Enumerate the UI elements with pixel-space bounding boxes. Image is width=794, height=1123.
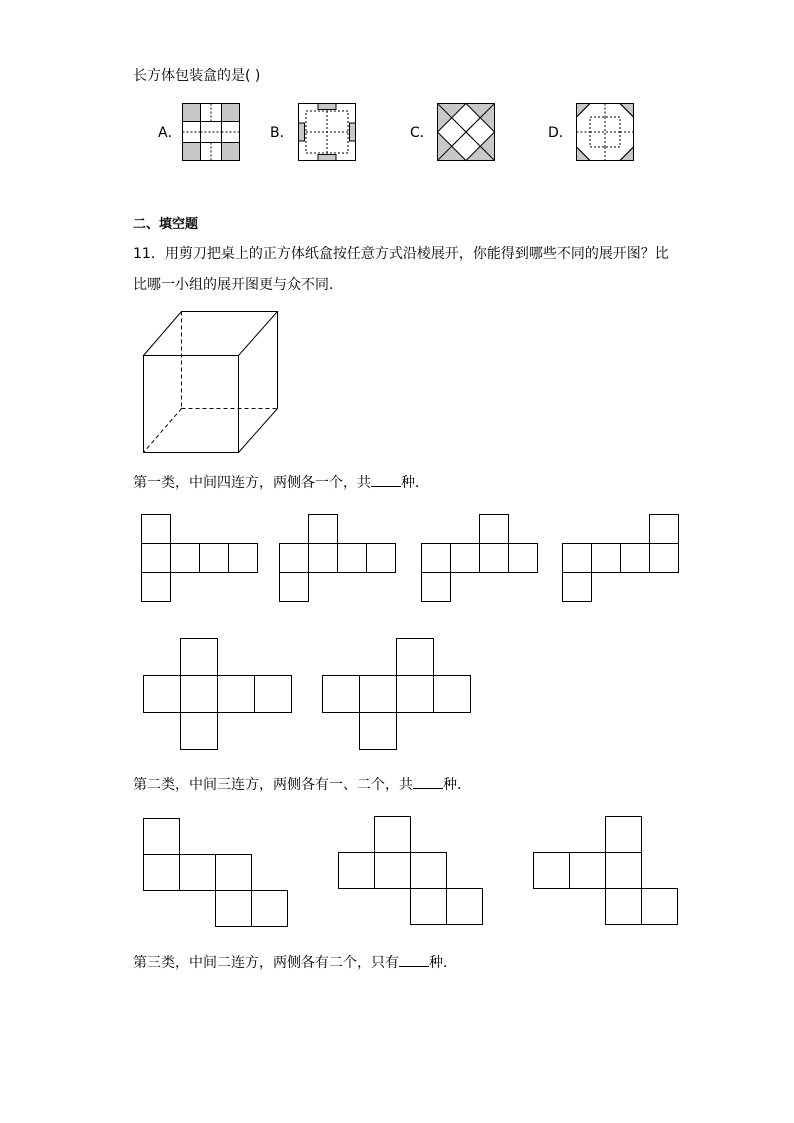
category-1-answer-blank[interactable]: [371, 472, 401, 487]
category-1-suffix: 种．: [401, 475, 429, 491]
category-2-prefix: 第二类，中间三连方，两侧各有一、二个，共: [133, 777, 413, 793]
net-2-1: [143, 818, 289, 928]
option-a-figure: [182, 103, 240, 161]
option-b-figure: [298, 103, 356, 161]
question-11-line-1: 11．用剪刀把桌上的正方体纸盒按任意方式沿棱展开，你能得到哪些不同的展开图？比: [133, 246, 669, 262]
option-b-label: B．: [270, 125, 294, 141]
cube-figure: [143, 311, 279, 454]
option-d-label: D．: [548, 125, 573, 141]
option-c-label: C．: [410, 125, 434, 141]
option-d-figure: [576, 103, 634, 161]
category-1-prefix: 第一类，中间四连方，两侧各一个，共: [133, 475, 371, 491]
question-11-line-2: 比哪一小组的展开图更与众不同．: [133, 277, 343, 293]
category-3-suffix: 种．: [429, 955, 457, 971]
question-10-stem: 长方体包装盒的是( ): [133, 68, 261, 84]
net-1-1: [141, 514, 261, 602]
option-c-figure: [437, 103, 495, 161]
net-1-6: [322, 638, 472, 750]
section-heading: 二、填空题: [133, 217, 199, 232]
net-1-4: [562, 514, 682, 602]
category-1-text: [133, 472, 429, 493]
category-3-prefix: 第三类，中间二连方，两侧各有二个，只有: [133, 955, 399, 971]
category-3-text: [133, 952, 457, 973]
option-a-label: A．: [158, 125, 182, 141]
category-2-text: [133, 774, 471, 795]
net-2-3: [533, 816, 679, 926]
net-1-5: [143, 638, 293, 750]
category-3-answer-blank[interactable]: [399, 952, 429, 967]
category-2-answer-blank[interactable]: [413, 774, 443, 789]
net-1-3: [421, 514, 541, 602]
net-2-2: [338, 816, 484, 926]
category-2-suffix: 种．: [443, 777, 471, 793]
net-1-2: [279, 514, 399, 602]
